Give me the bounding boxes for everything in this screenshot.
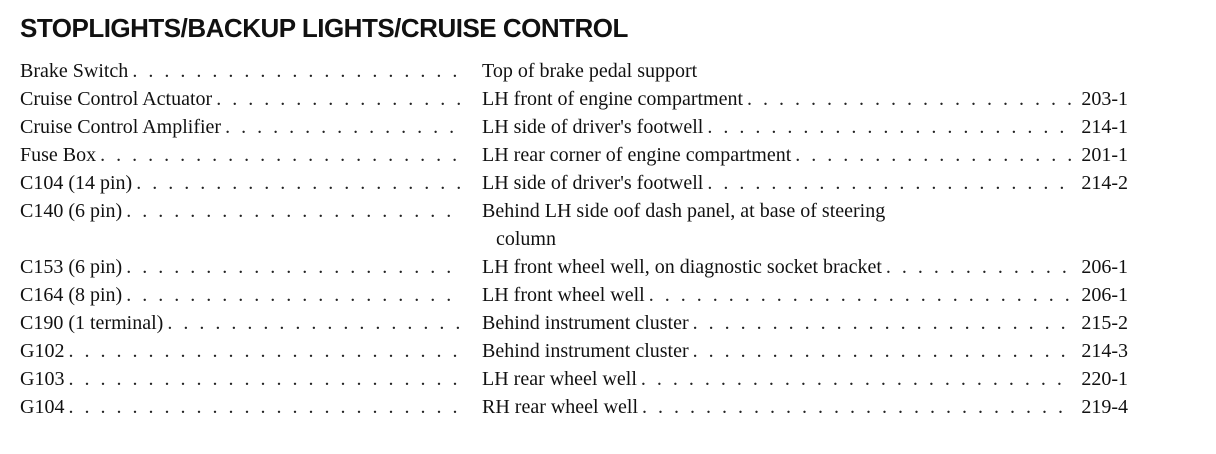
component-name: C164 (8 pin) [20,284,123,306]
page-reference: 220-1 [1081,368,1128,390]
location-text-continued: column [496,228,556,250]
dot-leader [126,281,462,309]
dot-leader [642,393,1072,421]
table-row [20,169,1128,197]
dot-leader [693,309,1072,337]
component-name: Cruise Control Amplifier [20,116,222,138]
component-name: G104 [20,396,65,418]
dot-leader [693,337,1072,365]
dot-leader [126,253,462,281]
table-row [20,85,1128,113]
dot-leader [167,309,462,337]
table-row [20,337,1128,365]
dot-leader [68,365,462,393]
location-text: Behind LH side oof dash panel, at base of steering [482,200,886,222]
dot-leader [649,281,1072,309]
dot-leader [68,337,462,365]
dot-leader [707,169,1072,197]
component-name: C104 (14 pin) [20,172,133,194]
page-reference: 206-1 [1081,284,1128,306]
component-name: C140 (6 pin) [20,200,123,222]
dot-leader [707,113,1072,141]
table-row [20,141,1128,169]
component-name: Cruise Control Actuator [20,88,213,110]
dot-leader [886,253,1072,281]
table-row [20,197,1110,253]
section-title: STOPLIGHTS/BACKUP LIGHTS/CRUISE CONTROL [20,13,628,43]
location-text: LH front wheel well [482,284,645,306]
page-reference: 219-4 [1081,396,1128,418]
location-text: LH front of engine compartment [482,88,744,110]
dot-leader [225,113,462,141]
table-row [20,393,1128,421]
component-name: G102 [20,340,65,362]
table-row [20,281,1128,309]
location-text: Top of brake pedal support [482,60,698,82]
dot-leader [100,141,462,169]
table-row [20,57,1110,85]
table-row [20,253,1128,281]
location-text: Behind instrument cluster [482,340,689,362]
component-name: C190 (1 terminal) [20,312,164,334]
dot-leader [68,393,462,421]
page-reference: 214-3 [1081,340,1128,362]
table-row [20,309,1128,337]
location-text: LH side of driver's footwell [482,172,704,194]
component-name: G103 [20,368,65,390]
page-reference: 201-1 [1081,144,1128,166]
table-row [20,113,1128,141]
location-text: LH rear corner of engine compartment [482,144,792,166]
page-reference: 214-1 [1081,116,1128,138]
dot-leader [795,141,1072,169]
component-name: C153 (6 pin) [20,256,123,278]
dot-leader [136,169,462,197]
component-location-table [20,57,1128,421]
location-text: LH rear wheel well [482,368,637,390]
dot-leader [126,197,462,225]
location-text: LH side of driver's footwell [482,116,704,138]
component-name: Fuse Box [20,144,97,166]
dot-leader [132,57,462,85]
table-row [20,365,1128,393]
page-reference: 214-2 [1081,172,1128,194]
location-text: Behind instrument cluster [482,312,689,334]
page-reference: 206-1 [1081,256,1128,278]
dot-leader [641,365,1072,393]
page-reference: 215-2 [1081,312,1128,334]
page-reference: 203-1 [1081,88,1128,110]
dot-leader [747,85,1072,113]
dot-leader [216,85,462,113]
location-text: RH rear wheel well [482,396,639,418]
component-name: Brake Switch [20,60,129,82]
location-text: LH front wheel well, on diagnostic socket bracket [482,256,882,278]
